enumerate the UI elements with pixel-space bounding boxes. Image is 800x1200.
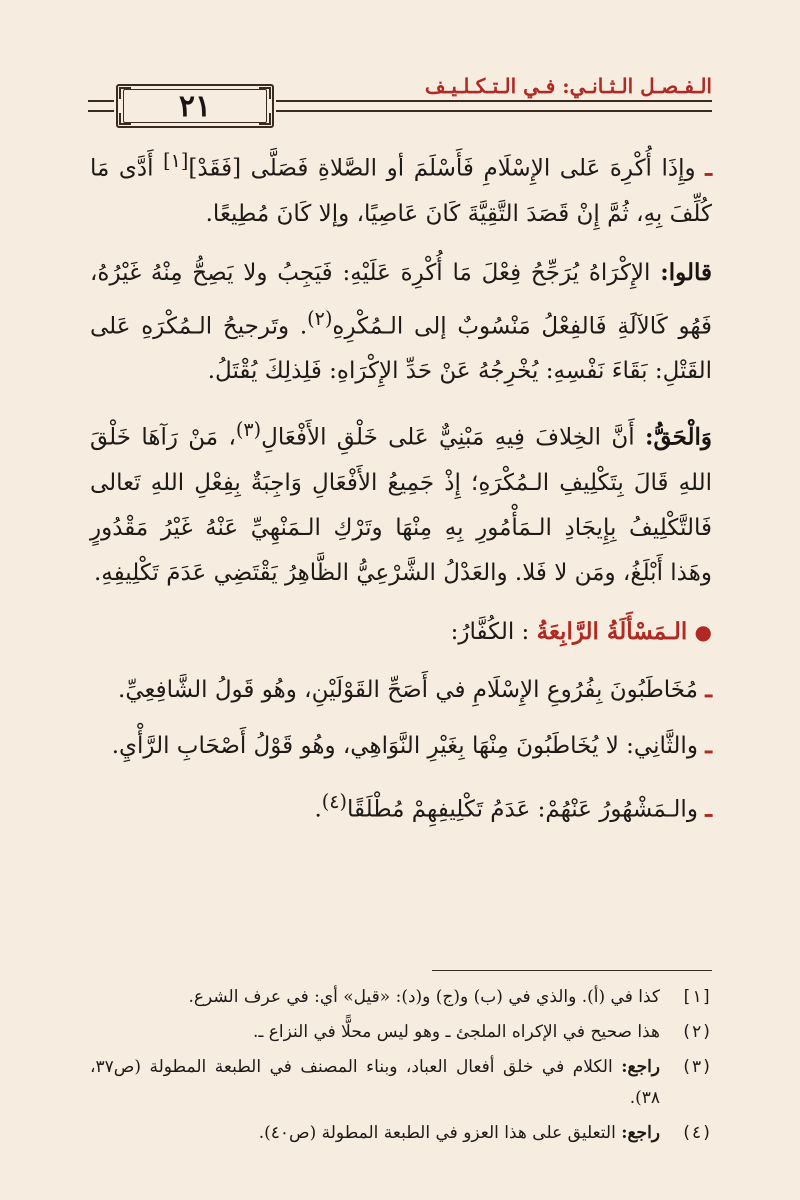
dash-marker: ـ (705, 731, 712, 759)
header-rule-left (88, 100, 114, 112)
question-title: الـمَسْأَلَةُ الرَّابِعَةُ (536, 617, 688, 645)
footnote-3 (90, 1052, 712, 1114)
lead-word: وَالْحَقُّ: (644, 423, 712, 451)
footnote-text: الكلام في خلق أفعال العباد، وبناء المصنف في الطبعة المطولة (ص٣٧، ٣٨). (90, 1057, 660, 1108)
paragraph-2 (90, 250, 712, 395)
question-subject: : الكُفَّارُ: (450, 618, 530, 645)
section-heading (90, 609, 712, 655)
lead-word: قالوا: (660, 258, 713, 286)
page-header (90, 74, 712, 134)
footnote-2 (90, 1017, 712, 1048)
dash-marker: ـ (705, 154, 712, 182)
paragraph-end: . (314, 796, 322, 823)
footnote-1 (90, 982, 712, 1013)
paragraph-1 (90, 138, 712, 237)
paragraph-text: مُخَاطَبُونَ بِفُرُوعِ الإِسْلَامِ في أَصَحِّ القَوْلَيْنِ، وهُو قَولُ الشَّافِعِيِّ. (118, 676, 698, 703)
paragraph-text: الإِكْرَاهُ يُرَجِّحُ فِعْلَ مَا أُكْرِهَ عَلَيْهِ: فَيَجِبُ ولا يَصِحُّ مِنْهُ غَيْرُهُ، فَهُو كَالآلَةِ فَالفِعْلُ مَنْسُوبٌ إلى الـمُكْرِهِ (90, 259, 712, 340)
footnote-ref[interactable]: (٢) (307, 306, 333, 330)
footnote-ref[interactable]: (٤) (321, 789, 348, 813)
footnote-separator (432, 970, 712, 971)
paragraph-4 (90, 667, 712, 713)
paragraph-text: والثَّانِي: لا يُخَاطَبُونَ مِنْهَا بِغَيْرِ النَّوَاهِي، وهُو قَوْلُ أَصْحَابِ الرَّأْيِ. (111, 732, 698, 759)
page-number: ٢١ (178, 88, 212, 124)
paragraph-6 (90, 779, 712, 833)
paragraph-text: وإِذَا أُكْرِهَ عَلى الإِسْلَامِ فَأَسْلَمَ أو الصَّلاةِ فَصَلَّى [فَقَدْ] (188, 155, 696, 182)
footnote-number: [١] (681, 987, 712, 1007)
paragraph-5 (90, 723, 712, 769)
paragraph-text: والـمَشْهُورُ عَنْهُمْ: عَدَمُ تَكْلِيفِهِمْ مُطْلَقًا (347, 796, 698, 823)
paragraph-text: ، مَنْ رَآهَا خَلْقَ اللهِ قَالَ بِتَكْلِيفِ الـمُكْرَهِ؛ إِذْ جَمِيعُ الأَفْعَالِ وَاجِبَةٌ بِفِعْلِ اللهِ تَعالى فَالتَّكْلِيفُ بِإِيجَادِ الـمَأْمُورِ بِهِ مِنْهَا وتَرْكِ الـمَنْهِيِّ عَنْهُ غَيْرُ مَقْدُورٍ وهَذا أَبْلَغُ، ومَن لا فَلا. والعَدْلُ الشَّرْعِيُّ الظَّاهِرُ يَقْتَضِي عَدَمَ تَكْلِيفِهِ. (90, 424, 712, 586)
footnotes (90, 982, 712, 1153)
paragraph-text: أَدَّى مَا كُلِّفَ بِهِ، ثُمَّ إِنْ قَصَدَ التَّقِيَّةَ كَانَ عَاصِيًا، وإلا كَانَ مُطِيعًا. (90, 155, 712, 227)
paragraph-text: . وتَرجيحُ الـمُكْرَهِ عَلى القَتْلِ: بَقَاءَ نَفْسِهِ: يُخْرِجُهُ عَنْ حَدِّ الإِكْرَاهِ: فَلِذلِكَ يُقْتَلُ. (90, 313, 712, 385)
paragraph-3 (90, 407, 712, 596)
footnote-ref[interactable]: (٣) (235, 418, 262, 442)
footnote-text: كذا في (أ). والذي في (ب) و(ج) و(د): «قيل» أي: في عرف الشرع. (188, 987, 660, 1007)
footnote-number: (٢) (681, 1022, 712, 1042)
main-text (90, 138, 712, 846)
footnote-lead: راجع: (621, 1057, 661, 1077)
page-number-frame (116, 84, 274, 128)
footnote-ref[interactable]: [١] (163, 149, 189, 172)
footnote-number: (٣) (681, 1057, 712, 1077)
footnote-number: (٤) (681, 1123, 712, 1143)
paragraph-text: أَنَّ الخِلافَ فِيهِ مَبْنِيٌّ عَلى خَلْقِ الأَفْعَالِ (261, 424, 635, 451)
footnote-text: هذا صحيح في الإكراه الملجئ ـ وهو ليس محلًّا في النزاع ـ. (253, 1022, 660, 1042)
running-title: الـفـصـل الـثـانـي: فـي الـتـكـلـيـف (424, 74, 712, 98)
footnote-text: التعليق على هذا العزو في الطبعة المطولة (ص٤٠). (258, 1123, 616, 1143)
footnote-4 (90, 1118, 712, 1149)
bullet-icon: ● (694, 619, 712, 644)
dash-marker: ـ (705, 795, 712, 823)
header-rule-right (276, 100, 712, 112)
footnote-lead: راجع: (621, 1123, 660, 1143)
dash-marker: ـ (705, 675, 712, 703)
